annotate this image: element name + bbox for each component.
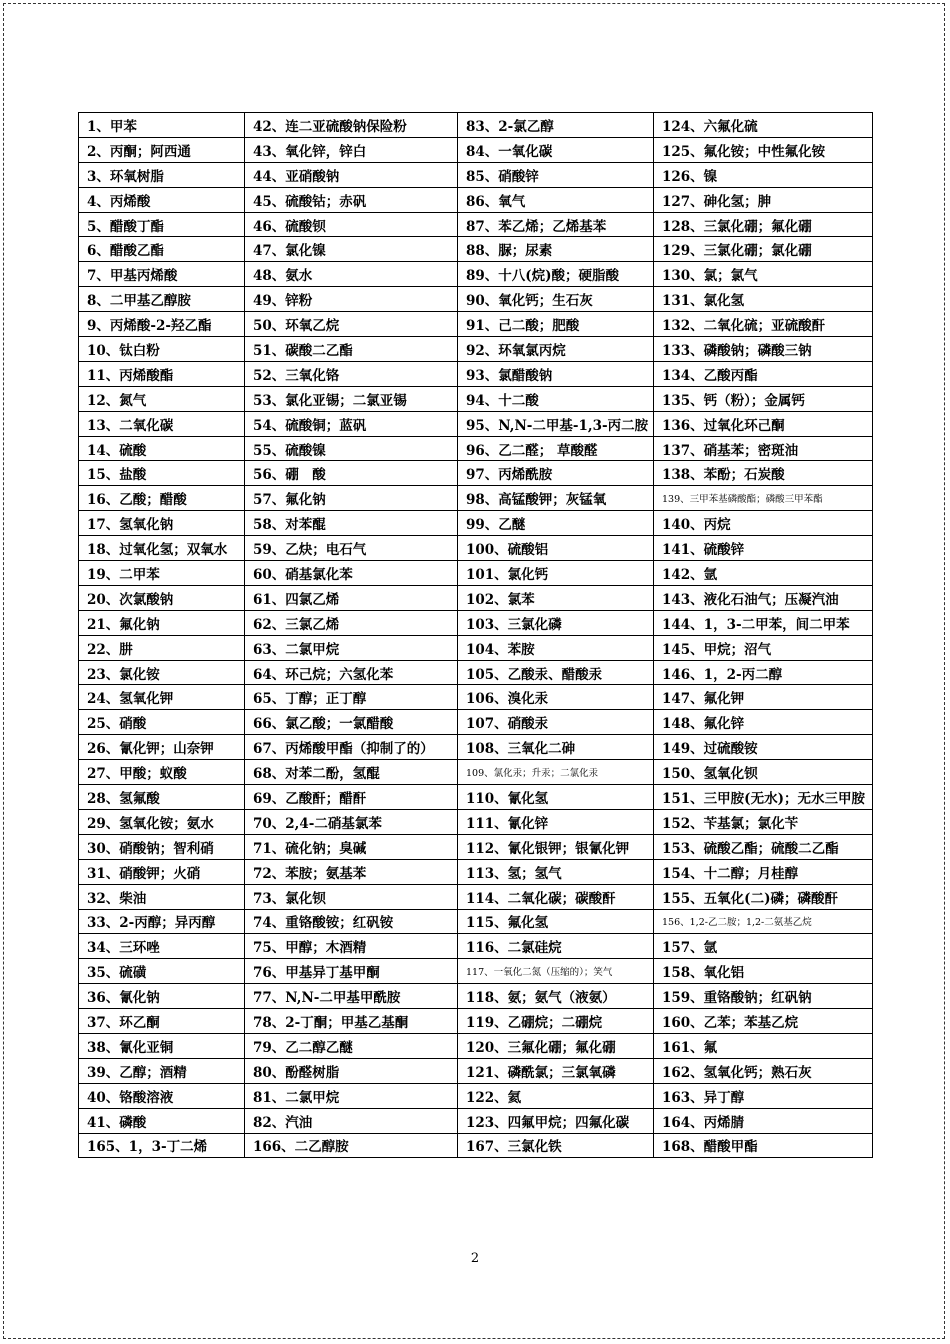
table-row	[79, 262, 873, 287]
table-cell: 57、氟化钠	[245, 486, 458, 511]
table-cell: 153、硫酸乙酯；硫酸二乙酯	[654, 834, 873, 859]
table-cell: 5、醋酸丁酯	[79, 212, 245, 237]
table-row	[79, 710, 873, 735]
table-cell: 104、苯胺	[458, 635, 654, 660]
table-cell: 42、连二亚硫酸钠保险粉	[245, 113, 458, 138]
table-cell: 100、硫酸铝	[458, 536, 654, 561]
table-cell: 65、丁醇；正丁醇	[245, 685, 458, 710]
table-cell: 77、N,N-二甲基甲酰胺	[245, 984, 458, 1009]
table-cell: 151、三甲胺(无水)；无水三甲胺	[654, 785, 873, 810]
table-cell: 13、二氧化碳	[79, 411, 245, 436]
table-row	[79, 959, 873, 984]
table-cell: 156、1,2-乙二胺；1,2-二氨基乙烷	[654, 909, 873, 934]
table-cell: 149、过硫酸铵	[654, 735, 873, 760]
table-cell: 49、锌粉	[245, 287, 458, 312]
table-row	[79, 1083, 873, 1108]
table-cell: 81、二氯甲烷	[245, 1083, 458, 1108]
table-cell: 96、乙二醛； 草酸醛	[458, 436, 654, 461]
table-cell: 16、乙酸；醋酸	[79, 486, 245, 511]
table-row	[79, 187, 873, 212]
table-cell: 98、高锰酸钾；灰锰氧	[458, 486, 654, 511]
table-cell: 125、氟化铵；中性氟化铵	[654, 137, 873, 162]
table-cell: 160、乙苯；苯基乙烷	[654, 1009, 873, 1034]
table-cell: 138、苯酚；石炭酸	[654, 461, 873, 486]
table-row	[79, 610, 873, 635]
table-cell: 12、氮气	[79, 386, 245, 411]
table-cell: 106、溴化汞	[458, 685, 654, 710]
table-cell: 113、氢；氢气	[458, 859, 654, 884]
table-cell: 155、五氧化(二)磷；磷酸酐	[654, 884, 873, 909]
table-cell: 20、次氯酸钠	[79, 585, 245, 610]
table-cell: 122、氦	[458, 1083, 654, 1108]
table-row	[79, 735, 873, 760]
table-cell: 148、氟化锌	[654, 710, 873, 735]
table-cell: 137、硝基苯；密斑油	[654, 436, 873, 461]
table-row	[79, 660, 873, 685]
table-row	[79, 337, 873, 362]
table-cell: 78、2-丁酮；甲基乙基酮	[245, 1009, 458, 1034]
table-cell: 89、十八(烷)酸；硬脂酸	[458, 262, 654, 287]
table-cell: 30、硝酸钠；智利硝	[79, 834, 245, 859]
table-cell: 56、硼 酸	[245, 461, 458, 486]
table-row	[79, 635, 873, 660]
table-cell: 26、氰化钾；山奈钾	[79, 735, 245, 760]
table-cell: 76、甲基异丁基甲酮	[245, 959, 458, 984]
table-cell: 55、硫酸镍	[245, 436, 458, 461]
table-cell: 129、三氯化硼；氯化硼	[654, 237, 873, 262]
table-row	[79, 561, 873, 586]
table-cell: 119、乙硼烷；二硼烷	[458, 1009, 654, 1034]
table-row	[79, 1133, 873, 1158]
table-cell: 143、液化石油气；压凝汽油	[654, 585, 873, 610]
chemical-list-table	[78, 112, 873, 1158]
table-cell: 70、2,4-二硝基氯苯	[245, 809, 458, 834]
table-cell: 21、氟化钠	[79, 610, 245, 635]
table-row	[79, 834, 873, 859]
table-cell: 17、氢氧化钠	[79, 511, 245, 536]
table-row	[79, 934, 873, 959]
table-cell: 73、氯化钡	[245, 884, 458, 909]
table-cell: 116、二氯硅烷	[458, 934, 654, 959]
table-cell: 166、二乙醇胺	[245, 1133, 458, 1158]
table-cell: 162、氢氧化钙；熟石灰	[654, 1058, 873, 1083]
table-cell: 158、氧化铝	[654, 959, 873, 984]
table-cell: 66、氯乙酸；一氯醋酸	[245, 710, 458, 735]
table-cell: 52、三氧化铬	[245, 361, 458, 386]
table-row	[79, 785, 873, 810]
table-row	[79, 536, 873, 561]
table-cell: 102、氯苯	[458, 585, 654, 610]
table-cell: 19、二甲苯	[79, 561, 245, 586]
table-cell: 130、氯；氯气	[654, 262, 873, 287]
table-cell: 39、乙醇；酒精	[79, 1058, 245, 1083]
table-cell: 136、过氧化环己酮	[654, 411, 873, 436]
table-cell: 164、丙烯腈	[654, 1108, 873, 1133]
table-cell: 32、柴油	[79, 884, 245, 909]
table-cell: 43、氧化锌，锌白	[245, 137, 458, 162]
table-cell: 167、三氯化铁	[458, 1133, 654, 1158]
table-cell: 63、二氯甲烷	[245, 635, 458, 660]
table-cell: 54、硫酸铜；蓝矾	[245, 411, 458, 436]
table-cell: 154、十二醇；月桂醇	[654, 859, 873, 884]
table-cell: 28、氢氟酸	[79, 785, 245, 810]
table-cell: 83、2-氯乙醇	[458, 113, 654, 138]
table-cell: 4、丙烯酸	[79, 187, 245, 212]
table-cell: 46、硫酸钡	[245, 212, 458, 237]
table-cell: 10、钛白粉	[79, 337, 245, 362]
table-cell: 37、环乙酮	[79, 1009, 245, 1034]
table-cell: 107、硝酸汞	[458, 710, 654, 735]
table-cell: 94、十二酸	[458, 386, 654, 411]
table-cell: 45、硫酸钴；赤矾	[245, 187, 458, 212]
table-cell: 168、醋酸甲酯	[654, 1133, 873, 1158]
table-row	[79, 212, 873, 237]
table-cell: 114、二氧化碳；碳酸酐	[458, 884, 654, 909]
page-number: 2	[470, 1251, 480, 1266]
table-cell: 88、脲；尿素	[458, 237, 654, 262]
table-cell: 47、氯化镍	[245, 237, 458, 262]
table-cell: 121、磷酰氯；三氯氧磷	[458, 1058, 654, 1083]
table-cell: 99、乙醚	[458, 511, 654, 536]
table-cell: 117、一氧化二氮（压缩的）；笑气	[458, 959, 654, 984]
table-cell: 48、氨水	[245, 262, 458, 287]
table-cell: 3、环氧树脂	[79, 162, 245, 187]
table-cell: 27、甲酸；蚁酸	[79, 760, 245, 785]
table-cell: 41、磷酸	[79, 1108, 245, 1133]
table-row	[79, 386, 873, 411]
table-cell: 139、三甲苯基磷酸酯；磷酸三甲苯酯	[654, 486, 873, 511]
table-row	[79, 162, 873, 187]
table-cell: 40、铬酸溶液	[79, 1083, 245, 1108]
table-cell: 131、氯化氢	[654, 287, 873, 312]
table-cell: 142、氩	[654, 561, 873, 586]
table-cell: 44、亚硝酸钠	[245, 162, 458, 187]
table-cell: 92、环氧氯丙烷	[458, 337, 654, 362]
table-cell: 53、氯化亚锡；二氯亚锡	[245, 386, 458, 411]
table-row	[79, 113, 873, 138]
table-cell: 95、N,N-二甲基-1,3-丙二胺	[458, 411, 654, 436]
table-cell: 145、甲烷；沼气	[654, 635, 873, 660]
table-row	[79, 411, 873, 436]
table-cell: 159、重铬酸钠；红矾钠	[654, 984, 873, 1009]
table-row	[79, 361, 873, 386]
table-cell: 118、氨；氨气（液氨）	[458, 984, 654, 1009]
table-cell: 15、盐酸	[79, 461, 245, 486]
table-cell: 86、氧气	[458, 187, 654, 212]
table-cell: 51、碳酸二乙酯	[245, 337, 458, 362]
table-cell: 60、硝基氯化苯	[245, 561, 458, 586]
table-cell: 90、氧化钙；生石灰	[458, 287, 654, 312]
table-cell: 157、氩	[654, 934, 873, 959]
table-cell: 71、硫化钠；臭碱	[245, 834, 458, 859]
table-row	[79, 511, 873, 536]
table-row	[79, 436, 873, 461]
table-cell: 115、氟化氢	[458, 909, 654, 934]
table-cell: 24、氢氧化钾	[79, 685, 245, 710]
table-cell: 61、四氯乙烯	[245, 585, 458, 610]
table-cell: 132、二氧化硫；亚硫酸酐	[654, 312, 873, 337]
table-row	[79, 486, 873, 511]
table-cell: 7、甲基丙烯酸	[79, 262, 245, 287]
table-cell: 141、硫酸锌	[654, 536, 873, 561]
table-cell: 111、氰化锌	[458, 809, 654, 834]
table-row	[79, 1033, 873, 1058]
table-cell: 161、氟	[654, 1033, 873, 1058]
table-cell: 64、环己烷；六氢化苯	[245, 660, 458, 685]
table-cell: 144、1，3-二甲苯，间二甲苯	[654, 610, 873, 635]
table-row	[79, 137, 873, 162]
table-cell: 8、二甲基乙醇胺	[79, 287, 245, 312]
table-row	[79, 585, 873, 610]
table-cell: 82、汽油	[245, 1108, 458, 1133]
table-cell: 85、硝酸锌	[458, 162, 654, 187]
table-cell: 35、硫磺	[79, 959, 245, 984]
table-cell: 67、丙烯酸甲酯（抑制了的）	[245, 735, 458, 760]
table-cell: 126、镍	[654, 162, 873, 187]
table-cell: 38、氰化亚铜	[79, 1033, 245, 1058]
table-cell: 75、甲醇；木酒精	[245, 934, 458, 959]
table-cell: 62、三氯乙烯	[245, 610, 458, 635]
chemical-list-body	[79, 113, 873, 1158]
table-cell: 109、氯化汞；升汞；二氯化汞	[458, 760, 654, 785]
table-cell: 103、三氯化磷	[458, 610, 654, 635]
table-cell: 23、氯化铵	[79, 660, 245, 685]
table-cell: 152、苄基氯；氯化苄	[654, 809, 873, 834]
table-cell: 124、六氟化硫	[654, 113, 873, 138]
table-cell: 120、三氟化硼；氟化硼	[458, 1033, 654, 1058]
table-cell: 128、三氯化硼；氟化硼	[654, 212, 873, 237]
table-cell: 79、乙二醇乙醚	[245, 1033, 458, 1058]
table-row	[79, 884, 873, 909]
table-cell: 74、重铬酸铵；红矾铵	[245, 909, 458, 934]
table-cell: 91、己二酸；肥酸	[458, 312, 654, 337]
table-row	[79, 1058, 873, 1083]
table-row	[79, 909, 873, 934]
table-cell: 127、砷化氢；胂	[654, 187, 873, 212]
table-row	[79, 312, 873, 337]
table-cell: 1、甲苯	[79, 113, 245, 138]
table-row	[79, 461, 873, 486]
table-cell: 59、乙炔；电石气	[245, 536, 458, 561]
table-cell: 146、1，2-丙二醇	[654, 660, 873, 685]
table-cell: 123、四氟甲烷；四氟化碳	[458, 1108, 654, 1133]
table-row	[79, 809, 873, 834]
table-cell: 9、丙烯酸-2-羟乙酯	[79, 312, 245, 337]
table-cell: 50、环氧乙烷	[245, 312, 458, 337]
table-row	[79, 287, 873, 312]
table-cell: 58、对苯醌	[245, 511, 458, 536]
table-cell: 18、过氧化氢；双氧水	[79, 536, 245, 561]
table-row	[79, 760, 873, 785]
table-cell: 29、氢氧化铵；氨水	[79, 809, 245, 834]
table-cell: 34、三环唑	[79, 934, 245, 959]
table-cell: 133、磷酸钠；磷酸三钠	[654, 337, 873, 362]
table-row	[79, 685, 873, 710]
table-cell: 14、硫酸	[79, 436, 245, 461]
table-row	[79, 984, 873, 1009]
table-cell: 31、硝酸钾；火硝	[79, 859, 245, 884]
table-row	[79, 859, 873, 884]
table-cell: 165、1，3-丁二烯	[79, 1133, 245, 1158]
table-cell: 108、三氧化二砷	[458, 735, 654, 760]
table-cell: 163、异丁醇	[654, 1083, 873, 1108]
table-cell: 72、苯胺；氨基苯	[245, 859, 458, 884]
table-cell: 36、氰化钠	[79, 984, 245, 1009]
table-cell: 140、丙烷	[654, 511, 873, 536]
table-cell: 11、丙烯酸酯	[79, 361, 245, 386]
table-cell: 112、氰化银钾；银氰化钾	[458, 834, 654, 859]
table-cell: 68、对苯二酚，氢醌	[245, 760, 458, 785]
table-cell: 110、氰化氢	[458, 785, 654, 810]
table-cell: 87、苯乙烯；乙烯基苯	[458, 212, 654, 237]
table-cell: 80、酚醛树脂	[245, 1058, 458, 1083]
table-cell: 135、钙（粉）；金属钙	[654, 386, 873, 411]
table-cell: 101、氯化钙	[458, 561, 654, 586]
table-cell: 33、2-丙醇；异丙醇	[79, 909, 245, 934]
table-row	[79, 237, 873, 262]
table-cell: 22、肼	[79, 635, 245, 660]
table-row	[79, 1009, 873, 1034]
table-cell: 84、一氧化碳	[458, 137, 654, 162]
table-cell: 147、氟化钾	[654, 685, 873, 710]
table-cell: 105、乙酸汞、醋酸汞	[458, 660, 654, 685]
table-cell: 2、丙酮；阿西通	[79, 137, 245, 162]
table-cell: 150、氢氧化钡	[654, 760, 873, 785]
table-cell: 134、乙酸丙酯	[654, 361, 873, 386]
table-cell: 6、醋酸乙酯	[79, 237, 245, 262]
table-cell: 93、氯醋酸钠	[458, 361, 654, 386]
table-cell: 25、硝酸	[79, 710, 245, 735]
table-row	[79, 1108, 873, 1133]
table-cell: 97、丙烯酰胺	[458, 461, 654, 486]
table-cell: 69、乙酸酐；醋酐	[245, 785, 458, 810]
